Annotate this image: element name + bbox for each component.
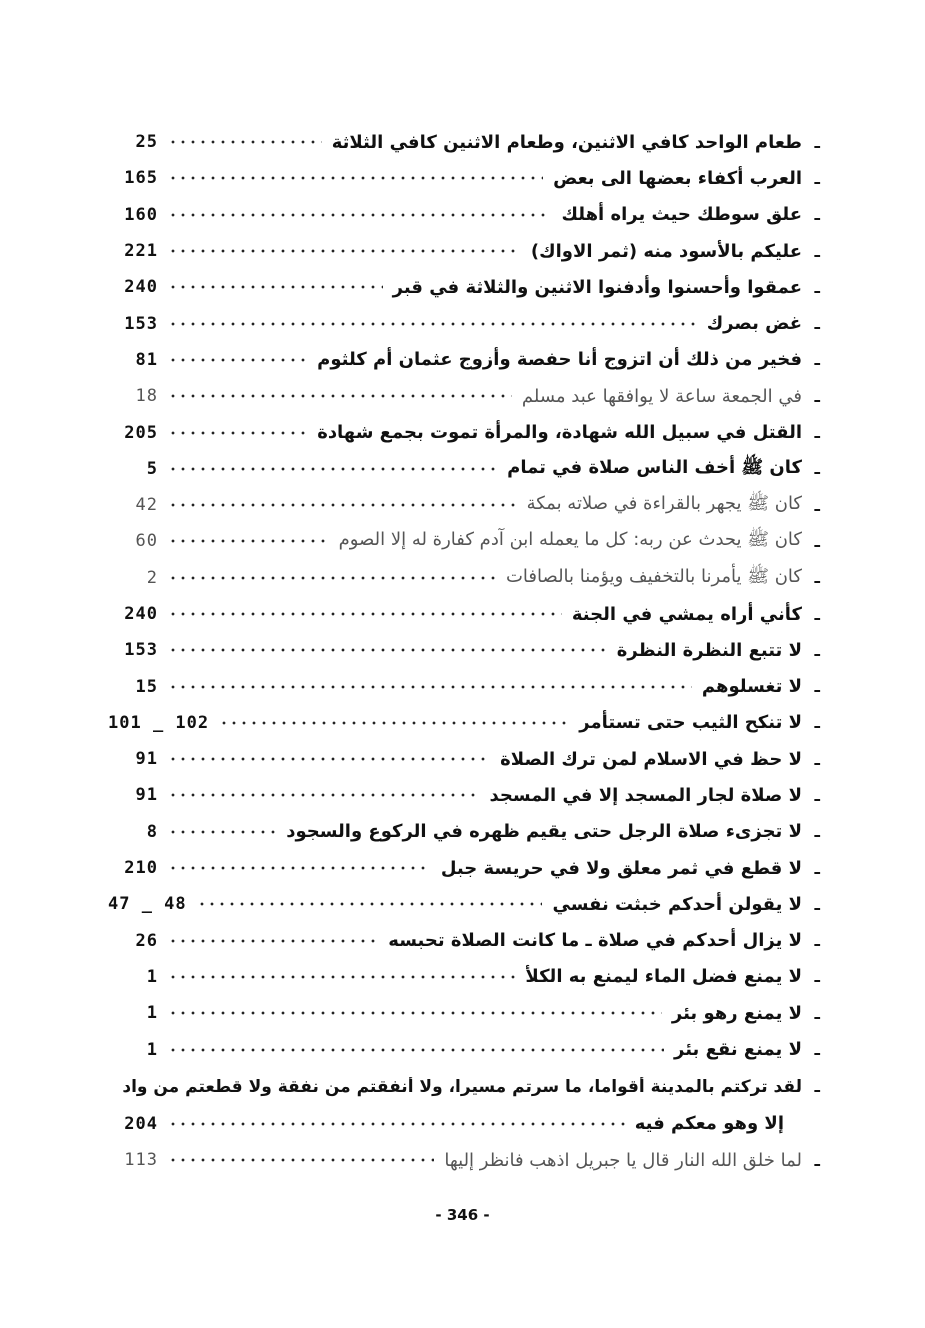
dot-leader <box>168 1040 664 1060</box>
entry-page-number: 204 <box>124 1113 158 1134</box>
entry-page-number: 240 <box>124 277 158 298</box>
bullet-dash: ـ <box>814 495 820 515</box>
entry-text: لا تجزىء صلاة الرجل حتى يقيم ظهره في الركوع والسجود <box>286 821 802 843</box>
bullet-dash: ـ <box>814 677 820 697</box>
entry-page-number: 47 _ 48 <box>108 894 187 915</box>
index-entry <box>108 923 820 959</box>
entry-page-number: 91 <box>135 785 158 806</box>
entry-text: كان ﷺ يجهر بالقراءة في صلاته بمكة <box>526 493 802 515</box>
index-entry <box>108 378 820 414</box>
dot-leader <box>168 749 490 769</box>
bullet-dash: ـ <box>814 785 820 805</box>
entry-text: كأني أراه يمشي في الجنة <box>571 603 802 625</box>
dot-leader <box>168 967 515 987</box>
index-entry <box>108 197 820 233</box>
dot-leader <box>168 858 431 878</box>
entry-page-number: 1 <box>146 1039 158 1060</box>
index-entry <box>108 342 820 378</box>
bullet-dash: ـ <box>814 277 820 297</box>
index-entry <box>108 850 820 886</box>
entry-page-number: 42 <box>135 495 158 516</box>
entry-page-number: 153 <box>124 640 158 661</box>
entry-text: لما خلق الله النار قال يا جبريل اذهب فانظر إليها <box>444 1149 802 1171</box>
index-entry <box>108 124 820 160</box>
index-entry <box>108 1142 820 1178</box>
entry-page-number: 18 <box>135 386 158 407</box>
index-entry <box>108 1031 820 1067</box>
index-entry <box>108 414 820 450</box>
bullet-dash: ـ <box>814 241 820 261</box>
entry-page-number: 25 <box>135 132 158 153</box>
bullet-dash: ـ <box>814 168 820 188</box>
page-number-footer: - 346 - <box>435 1206 490 1224</box>
entry-text: لا يزال أحدكم في صلاة ـ ما كانت الصلاة تحبسه <box>388 930 802 952</box>
bullet-dash: ـ <box>814 423 820 443</box>
entry-page-number: 1 <box>146 1003 158 1024</box>
bullet-dash: ـ <box>814 350 820 370</box>
entry-page-number: 165 <box>124 168 158 189</box>
entry-text: فخير من ذلك أن اتزوج أنا حفصة وأزوج عثمان أم كلثوم <box>317 349 802 371</box>
entry-text: عمقوا وأحسنوا وأدفنوا الاثنين والثلاثة في قبر <box>392 276 802 298</box>
entry-text: كان ﷺ يحدث عن ربه: كل ما يعمله ابن آدم كفارة له إلا الصوم <box>338 529 802 551</box>
dot-leader <box>168 785 480 805</box>
bullet-dash: ـ <box>814 894 820 914</box>
index-entry <box>108 233 820 269</box>
index-entry <box>108 560 820 596</box>
dot-leader <box>168 1150 434 1170</box>
index-entry <box>108 959 820 995</box>
entry-text: عليكم بالأسود منه (ثمر الاواك) <box>530 240 802 262</box>
entry-page-number: 81 <box>135 349 158 370</box>
entry-page-number: 205 <box>124 422 158 443</box>
index-entry <box>108 814 820 850</box>
bullet-dash: ـ <box>814 459 820 479</box>
dot-leader <box>168 677 692 697</box>
bullet-dash: ـ <box>814 132 820 152</box>
index-entry <box>108 487 820 523</box>
entry-page-number: 210 <box>124 858 158 879</box>
dot-leader <box>168 495 517 515</box>
dot-leader <box>219 713 569 733</box>
dot-leader <box>168 168 543 188</box>
entry-page-number: 160 <box>124 204 158 225</box>
index-entry <box>108 777 820 813</box>
entry-text: علق سوطك حيث يراه أهلك <box>561 204 802 226</box>
dot-leader <box>168 350 307 370</box>
entry-text: لا قطع في ثمر معلق ولا في حريسة جبل <box>440 857 802 879</box>
entry-text: لا تنكح الثيب حتى تستأمر <box>579 712 802 734</box>
index-entry-multiline-first <box>108 1068 820 1106</box>
dot-leader <box>168 277 383 297</box>
index-entry <box>108 269 820 305</box>
entry-page-number: 240 <box>124 604 158 624</box>
dot-leader <box>168 205 551 225</box>
bullet-dash: ـ <box>814 314 820 334</box>
index-entry <box>108 632 820 668</box>
index-entry <box>108 705 820 741</box>
dot-leader <box>168 423 307 443</box>
index-entry <box>108 995 820 1031</box>
entry-page-number: 153 <box>124 313 158 334</box>
entry-text: لا يمنع فضل الماء ليمنع به الكلأ <box>525 966 802 988</box>
entry-page-number: 2 <box>146 567 158 588</box>
bullet-dash: ـ <box>814 822 820 842</box>
index-entry <box>108 451 820 487</box>
entry-text-line1: لقد تركتم بالمدينة أقواما، ما سرتم مسيرا، ولا أنفقتم من نفقة ولا قطعتم من واد <box>122 1076 802 1097</box>
entry-text: طعام الواحد كافي الاثنين، وطعام الاثنين كافي الثلاثة <box>331 131 802 153</box>
index-entry <box>108 596 820 632</box>
entry-text: في الجمعة ساعة لا يوافقها عبد مسلم <box>521 385 802 407</box>
bullet-dash: ـ <box>814 604 820 624</box>
index-entry <box>108 305 820 341</box>
bullet-dash: ـ <box>814 1003 820 1023</box>
dot-leader <box>168 132 322 152</box>
index-entry <box>108 668 820 704</box>
bullet-dash: ـ <box>814 1077 820 1097</box>
entry-text: لا تغسلوهم <box>701 676 802 698</box>
entry-page-number: 8 <box>146 821 158 842</box>
entry-page-number: 221 <box>124 241 158 262</box>
dot-leader <box>168 241 521 261</box>
bullet-dash: ـ <box>814 858 820 878</box>
index-entry <box>108 741 820 777</box>
entry-text: غض بصرك <box>706 313 802 335</box>
dot-leader <box>168 640 607 660</box>
entry-text: لا صلاة لجار المسجد إلا في المسجد <box>489 784 802 806</box>
entry-page-number: 26 <box>135 930 158 951</box>
dot-leader <box>168 531 329 551</box>
entry-page-number: 113 <box>124 1150 158 1171</box>
dot-leader <box>197 894 543 914</box>
dot-leader <box>168 1003 662 1023</box>
bullet-dash: ـ <box>814 749 820 769</box>
entry-text: لا يقولن أحدكم خبثت نفسي <box>552 893 802 915</box>
bullet-dash: ـ <box>814 205 820 225</box>
entry-text-line2: إلا وهو معكم فيه <box>634 1113 784 1135</box>
bullet-dash: ـ <box>814 931 820 951</box>
bullet-dash: ـ <box>814 568 820 588</box>
entry-text: العرب أكفاء بعضها الى بعض <box>553 167 802 189</box>
entry-text: لا يمنع نقع بئر <box>674 1039 802 1061</box>
entry-page-number: 5 <box>146 458 158 479</box>
index-entry <box>108 523 820 559</box>
bullet-dash: ـ <box>814 967 820 987</box>
entry-page-number: 91 <box>135 749 158 770</box>
bullet-dash: ـ <box>814 1150 820 1170</box>
entry-text: كان ﷺ أخف الناس صلاة في تمام <box>507 456 802 478</box>
entry-text: لا يمنع رهو بئر <box>671 1002 802 1024</box>
index-entry-multiline-second <box>108 1106 820 1142</box>
entry-page-number: 1 <box>146 966 158 987</box>
dot-leader <box>168 386 512 406</box>
entry-page-number: 101 _ 102 <box>108 712 210 733</box>
hadith-index-list <box>108 124 820 1178</box>
entry-text: لا حظ في الاسلام لمن ترك الصلاة <box>500 748 802 770</box>
index-entry <box>108 160 820 196</box>
bullet-dash: ـ <box>814 531 820 551</box>
dot-leader <box>168 568 496 588</box>
dot-leader <box>168 1114 625 1134</box>
dot-leader <box>168 931 378 951</box>
dot-leader <box>168 459 497 479</box>
bullet-dash: ـ <box>814 640 820 660</box>
index-entry <box>108 886 820 922</box>
entry-page-number: 15 <box>135 676 158 697</box>
entry-text: كان ﷺ يأمرنا بالتخفيف ويؤمنا بالصافات <box>505 565 802 587</box>
dot-leader <box>168 604 562 624</box>
entry-text: لا تتبع النظرة النظرة <box>616 639 802 661</box>
bullet-dash: ـ <box>814 386 820 406</box>
bullet-dash: ـ <box>814 713 820 733</box>
bullet-dash: ـ <box>814 1040 820 1060</box>
entry-page-number: 60 <box>135 531 158 552</box>
entry-text: القتل في سبيل الله شهادة، والمرأة تموت بجمع شهادة <box>317 422 802 444</box>
dot-leader <box>168 822 276 842</box>
dot-leader <box>168 314 697 334</box>
